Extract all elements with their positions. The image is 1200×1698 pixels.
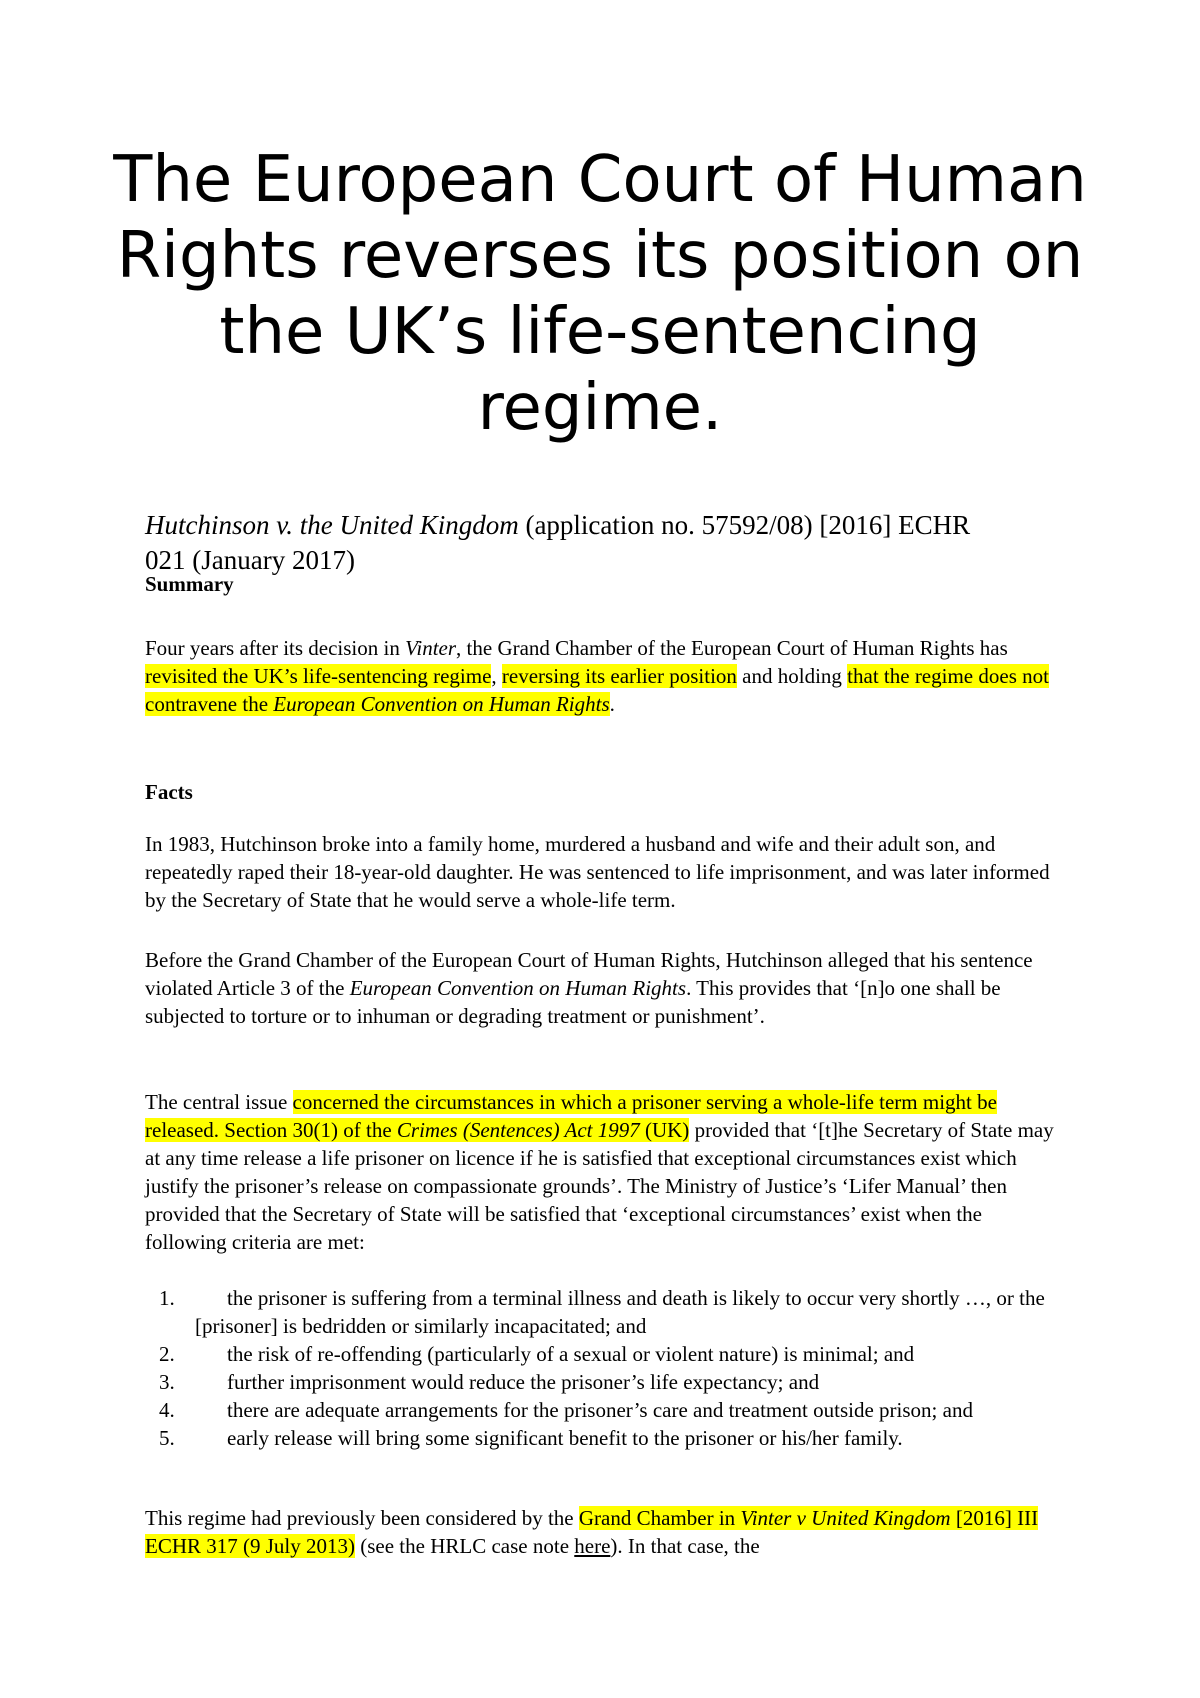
citation-details: (application no. 57592/08) [2016] ECHR (518, 510, 971, 540)
list-item: 4. there are adequate arrangements for the prisoner’s care and treatment outside prison; and (159, 1398, 973, 1422)
case-name: Hutchinson v. the United Kingdom (145, 510, 519, 540)
facts-paragraph-2: Before the Grand Chamber of the European Court of Human Rights, Hutchinson alleged that his sentence violated Article 3 of the European Convention on Human Rights. This provides that ‘[n]o one shall be subjected to torture or to inhuman or degrading treatment or punishment’. (145, 948, 1033, 1028)
list-item: 2. the risk of re-offending (particularly of a sexual or violent nature) is minimal; and (159, 1342, 915, 1366)
highlight: Grand Chamber in Vinter v United Kingdom [2016] III ECHR 317 (9 July 2013) (145, 1506, 1039, 1558)
highlight: revisited the UK’s life-sentencing regime (145, 664, 492, 688)
facts-heading: Facts (145, 780, 193, 804)
list-item: 1. the prisoner is suffering from a terminal illness and death is likely to occur very shortly …, or the [prisoner] is bedridden or similarly incapacitated; and (159, 1286, 1045, 1338)
facts-paragraph-1: In 1983, Hutchinson broke into a family home, murdered a husband and wife and their adult son, and repeatedly raped their 18-year-old daughter. He was sentenced to life imprisonment, and was later informed by the Secretary of State that he would serve a whole-life term. (145, 832, 1050, 912)
list-item: 3. further imprisonment would reduce the prisoner’s life expectancy; and (159, 1370, 820, 1394)
case-citation (145, 508, 1075, 578)
list-item: 5. early release will bring some significant benefit to the prisoner or his/her family. (159, 1426, 903, 1450)
highlight: reversing its earlier position (501, 664, 737, 688)
summary-paragraph: Four years after its decision in Vinter, the Grand Chamber of the European Court of Human Rights has revisited the UK’s life-sentencing regime, reversing its earlier position and holding that the regime does not contravene the European Convention on Human Rights. (145, 636, 1049, 716)
page-title: The European Court of Human Rights reverses its position on the UK’s life-sentencing regime. (113, 143, 1087, 445)
criteria-list (145, 1284, 1065, 1452)
vinter-paragraph: This regime had previously been considered by the Grand Chamber in Vinter v United Kingdom [2016] III ECHR 317 (9 July 2013) (see the HRLC case note here). In that case, the (145, 1506, 1039, 1558)
highlight: concerned the circumstances in which a prisoner serving a whole-life term might be released. Section 30(1) of the Crimes (Sentences) Act 1997 (UK) (145, 1090, 997, 1142)
citation-date: 021 (January 2017) (145, 545, 355, 575)
summary-heading: Summary (145, 572, 234, 596)
facts-paragraph-3: The central issue concerned the circumstances in which a prisoner serving a whole-life term might be released. Section 30(1) of the Crimes (Sentences) Act 1997 (UK) provided that ‘[t]he Secretary of State may at any time release a life prisoner on licence if he is satisfied that exceptional circumstances exist which justify the prisoner’s release on compassionate grounds’. The Ministry of Justice’s ‘Lifer Manual’ then provided that the Secretary of State will be satisfied that ‘exceptional circumstances’ exist when the following criteria are met: (145, 1090, 1054, 1254)
case-note-link[interactable]: here (574, 1534, 611, 1558)
highlight: that the regime does not contravene the European Convention on Human Rights (145, 664, 1049, 716)
